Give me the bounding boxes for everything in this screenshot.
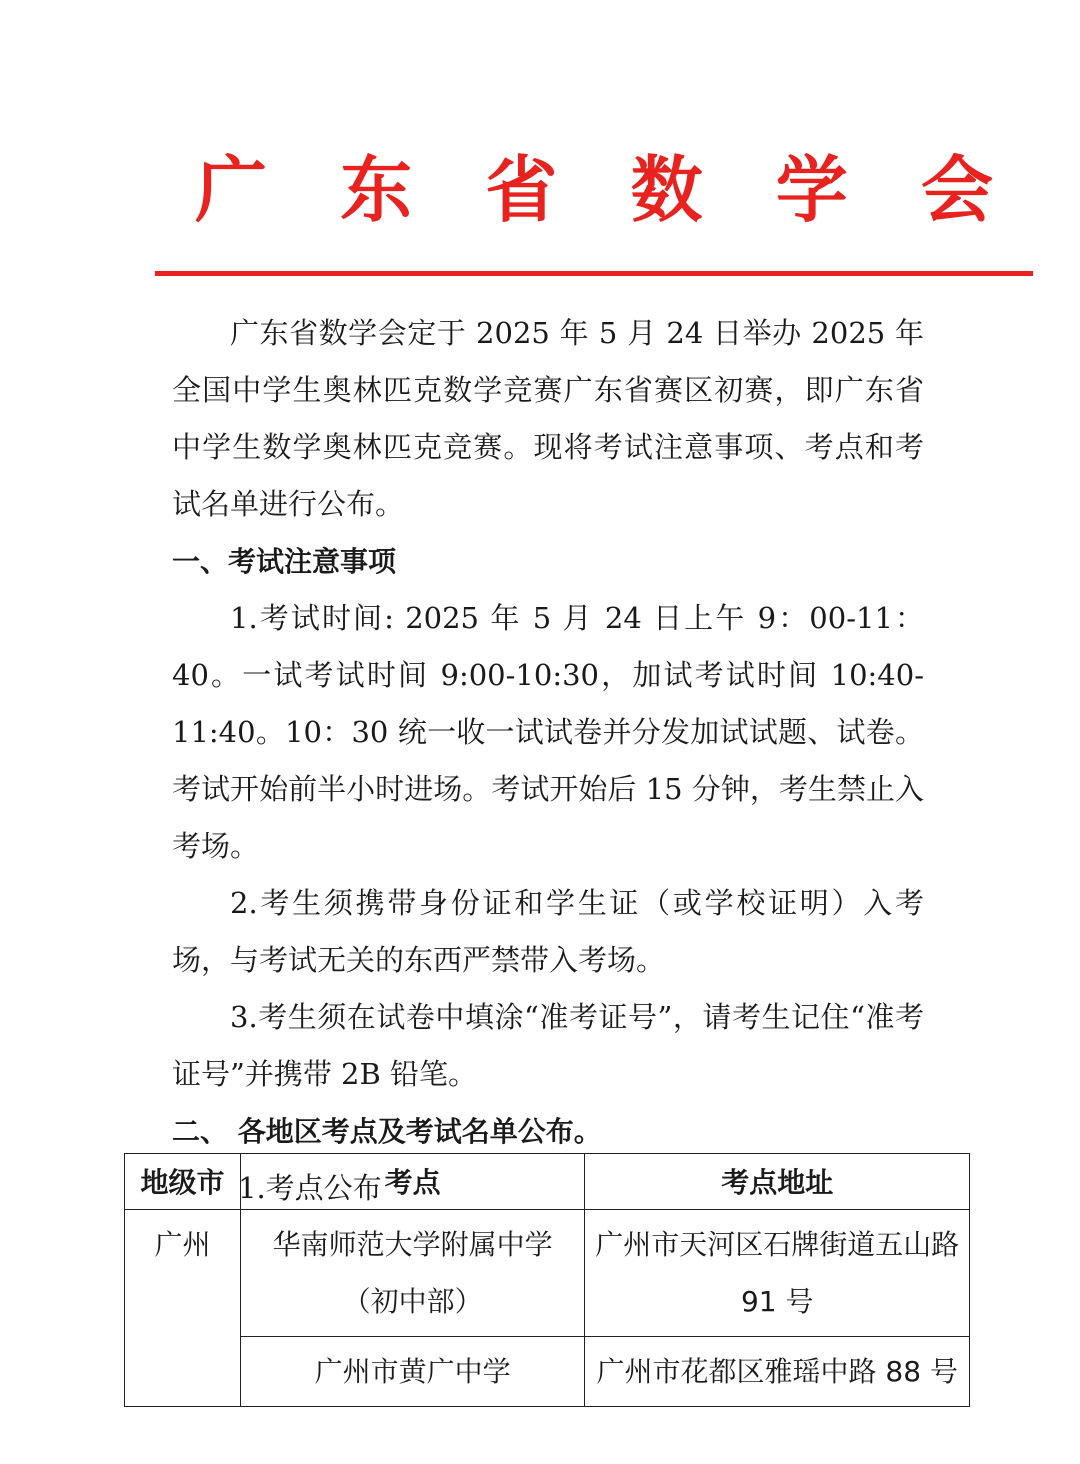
- notice-item: 1.考试时间: 2025 年 5 月 24 日上午 9：00-11：40。一试考试时间 9:00-10:30，加试考试时间 10:40-11:40。10：30 统一收一试试卷并分发加试试题、试卷。考试开始前半小时进场。考试开始后 15 分钟，考生禁止入考场。: [172, 601, 924, 863]
- letterhead-char: 数: [630, 147, 703, 232]
- site-cell: 广州市黄广中学: [240, 1337, 585, 1407]
- table-row: [125, 1210, 970, 1337]
- address-cell: 广州市花都区雅瑶中路 88 号: [585, 1337, 970, 1407]
- letterhead-char: 学: [775, 147, 848, 232]
- letterhead-char: 东: [340, 147, 413, 232]
- letterhead-divider: [155, 271, 1033, 276]
- intro-paragraph: 广东省数学会定于 2025 年 5 月 24 日举办 2025 年全国中学生奥林匹克数学竞赛广东省赛区初赛，即广东省中学生数学奥林匹克竞赛。现将考试注意事项、考点和考试名单进行公布。: [172, 316, 924, 521]
- section-1-heading: 一、考试注意事项: [172, 545, 397, 578]
- column-header-site: 考点: [240, 1154, 585, 1210]
- section-2-heading: 二、 各地区考点及考试名单公布。: [172, 1115, 602, 1148]
- letterhead-title: [155, 147, 1033, 232]
- table-row: [125, 1337, 970, 1407]
- column-header-address: 考点地址: [585, 1154, 970, 1210]
- notice-item: 3.考生须在试卷中填涂“准考证号”，请考生记住“准考证号”并携带 2B 铅笔。: [172, 1000, 924, 1091]
- table-header-row: [125, 1154, 970, 1210]
- city-cell: 广州: [125, 1210, 241, 1407]
- letterhead-char: 省: [485, 147, 558, 232]
- letterhead-char: 会: [920, 147, 993, 232]
- address-cell: 广州市天河区石牌街道五山路 91 号: [585, 1210, 970, 1337]
- table-caption: 1.考点公布: [238, 1171, 382, 1205]
- letterhead-char: 广: [195, 147, 268, 232]
- notice-item: 2.考生须携带身份证和学生证（或学校证明）入考场，与考试无关的东西严禁带入考场。: [172, 886, 924, 977]
- site-cell: 华南师范大学附属中学（初中部）: [240, 1210, 585, 1337]
- exam-sites-table: [124, 1153, 970, 1407]
- column-header-city: 地级市: [125, 1154, 241, 1210]
- document-body: [172, 305, 924, 1217]
